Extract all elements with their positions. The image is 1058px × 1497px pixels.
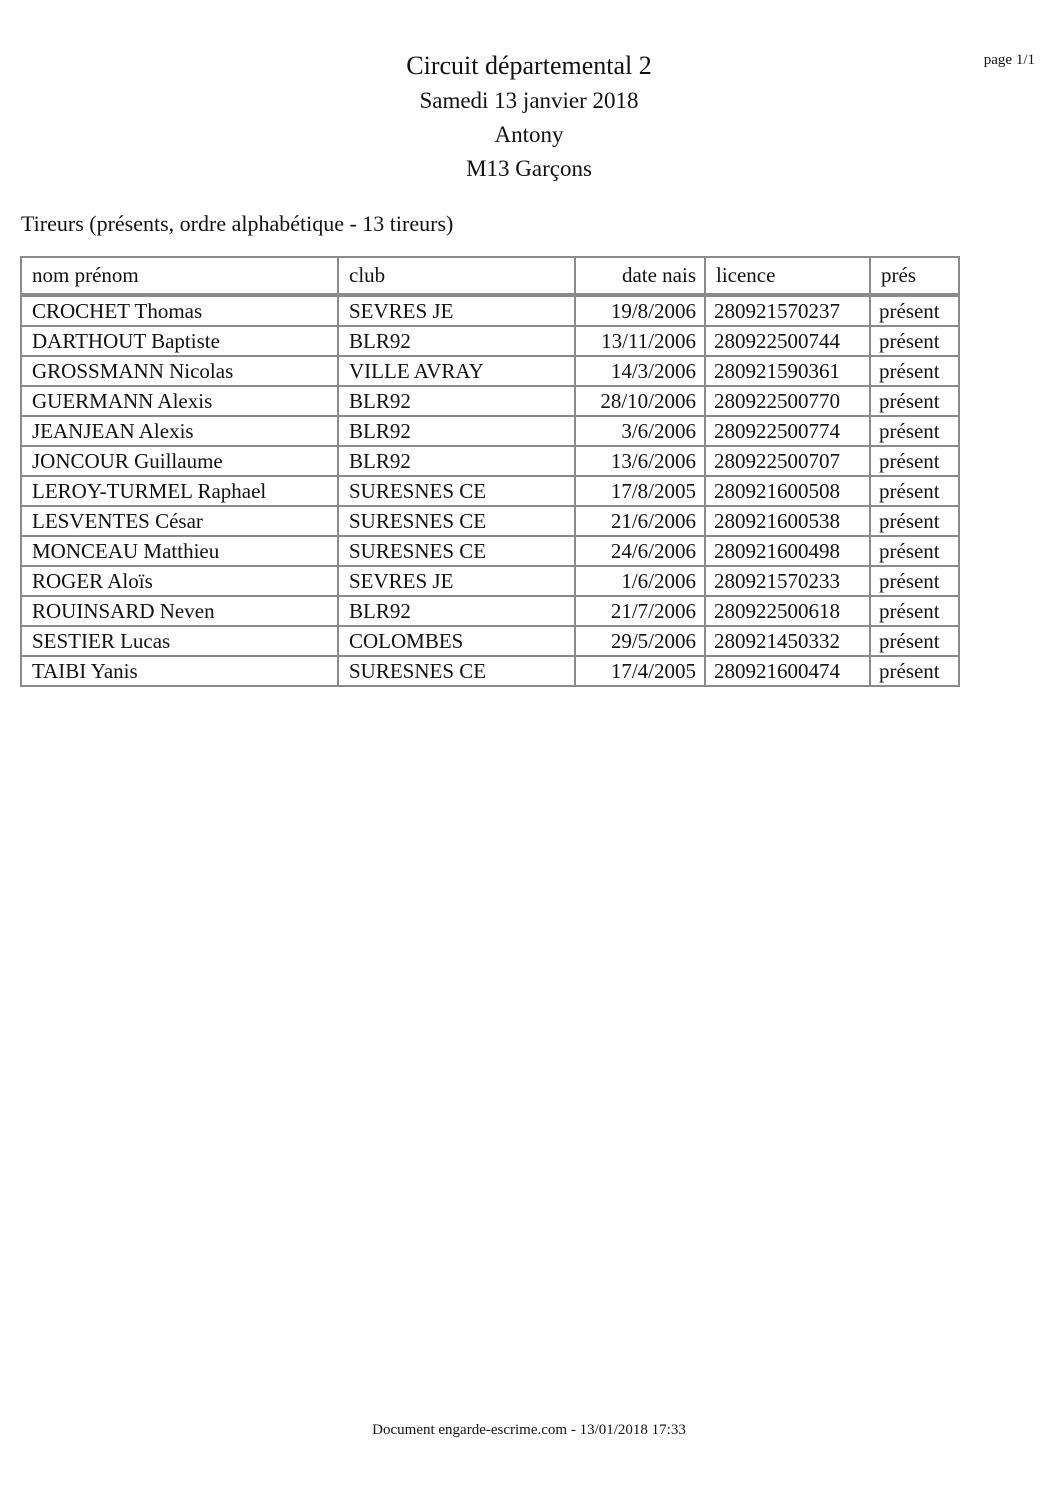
cell-presence: présent	[870, 446, 959, 476]
cell-licence: 280921570233	[705, 566, 870, 596]
cell-name: CROCHET Thomas	[21, 295, 338, 326]
cell-presence: présent	[870, 356, 959, 386]
cell-licence: 280921450332	[705, 626, 870, 656]
cell-name: DARTHOUT Baptiste	[21, 326, 338, 356]
cell-presence: présent	[870, 386, 959, 416]
cell-name: GUERMANN Alexis	[21, 386, 338, 416]
cell-club: BLR92	[338, 596, 575, 626]
cell-birthdate: 28/10/2006	[575, 386, 705, 416]
competition-category: M13 Garçons	[466, 156, 592, 181]
cell-licence: 280921600538	[705, 506, 870, 536]
cell-club: SEVRES JE	[338, 295, 575, 326]
table-row	[21, 386, 959, 416]
table-row	[21, 356, 959, 386]
table-row	[21, 295, 959, 326]
cell-licence: 280922500618	[705, 596, 870, 626]
cell-name: TAIBI Yanis	[21, 656, 338, 686]
cell-presence: présent	[870, 416, 959, 446]
cell-club: BLR92	[338, 326, 575, 356]
cell-presence: présent	[870, 326, 959, 356]
table-row	[21, 506, 959, 536]
table-row	[21, 476, 959, 506]
table-row	[21, 326, 959, 356]
cell-presence: présent	[870, 536, 959, 566]
cell-presence: présent	[870, 596, 959, 626]
cell-birthdate: 17/8/2005	[575, 476, 705, 506]
competition-location: Antony	[494, 122, 564, 147]
cell-birthdate: 3/6/2006	[575, 416, 705, 446]
table-row	[21, 416, 959, 446]
document-footer: Document engarde-escrime.com - 13/01/2018 17:33	[372, 1422, 686, 1438]
cell-birthdate: 21/7/2006	[575, 596, 705, 626]
table-header-row	[21, 257, 959, 295]
cell-birthdate: 13/11/2006	[575, 326, 705, 356]
cell-licence: 280921590361	[705, 356, 870, 386]
cell-birthdate: 21/6/2006	[575, 506, 705, 536]
cell-licence: 280922500744	[705, 326, 870, 356]
cell-name: GROSSMANN Nicolas	[21, 356, 338, 386]
cell-licence: 280922500774	[705, 416, 870, 446]
cell-name: JEANJEAN Alexis	[21, 416, 338, 446]
table-row	[21, 656, 959, 686]
table-row	[21, 446, 959, 476]
table-row	[21, 626, 959, 656]
cell-name: LEROY-TURMEL Raphael	[21, 476, 338, 506]
section-title: Tireurs (présents, ordre alphabétique - 13 tireurs)	[21, 211, 454, 236]
table-row	[21, 536, 959, 566]
cell-birthdate: 1/6/2006	[575, 566, 705, 596]
cell-club: SEVRES JE	[338, 566, 575, 596]
cell-club: SURESNES CE	[338, 656, 575, 686]
cell-club: SURESNES CE	[338, 476, 575, 506]
cell-name: ROUINSARD Neven	[21, 596, 338, 626]
cell-birthdate: 13/6/2006	[575, 446, 705, 476]
cell-name: MONCEAU Matthieu	[21, 536, 338, 566]
competition-title: Circuit départemental 2	[406, 51, 652, 80]
cell-presence: présent	[870, 626, 959, 656]
cell-presence: présent	[870, 566, 959, 596]
cell-club: BLR92	[338, 446, 575, 476]
cell-licence: 280922500770	[705, 386, 870, 416]
column-header-name: nom prénom	[21, 257, 338, 295]
column-header-club: club	[338, 257, 575, 295]
column-header-birthdate: date nais	[575, 257, 705, 295]
cell-club: BLR92	[338, 416, 575, 446]
table-row	[21, 596, 959, 626]
table-body	[21, 295, 959, 686]
cell-licence: 280921570237	[705, 295, 870, 326]
cell-presence: présent	[870, 656, 959, 686]
cell-licence: 280922500707	[705, 446, 870, 476]
cell-name: JONCOUR Guillaume	[21, 446, 338, 476]
cell-club: BLR92	[338, 386, 575, 416]
cell-birthdate: 17/4/2005	[575, 656, 705, 686]
cell-birthdate: 24/6/2006	[575, 536, 705, 566]
column-header-presence: prés	[870, 257, 959, 295]
cell-licence: 280921600474	[705, 656, 870, 686]
cell-name: SESTIER Lucas	[21, 626, 338, 656]
cell-club: COLOMBES	[338, 626, 575, 656]
competition-date: Samedi 13 janvier 2018	[419, 88, 639, 113]
cell-licence: 280921600498	[705, 536, 870, 566]
column-header-licence: licence	[705, 257, 870, 295]
cell-club: SURESNES CE	[338, 506, 575, 536]
table-row	[21, 566, 959, 596]
cell-presence: présent	[870, 295, 959, 326]
cell-birthdate: 19/8/2006	[575, 295, 705, 326]
cell-club: VILLE AVRAY	[338, 356, 575, 386]
fencers-table	[20, 256, 960, 687]
cell-name: LESVENTES César	[21, 506, 338, 536]
cell-birthdate: 29/5/2006	[575, 626, 705, 656]
cell-licence: 280921600508	[705, 476, 870, 506]
cell-name: ROGER Aloïs	[21, 566, 338, 596]
cell-birthdate: 14/3/2006	[575, 356, 705, 386]
page-number: page 1/1	[983, 52, 1035, 68]
document-header	[0, 48, 1058, 186]
cell-presence: présent	[870, 506, 959, 536]
cell-club: SURESNES CE	[338, 536, 575, 566]
cell-presence: présent	[870, 476, 959, 506]
